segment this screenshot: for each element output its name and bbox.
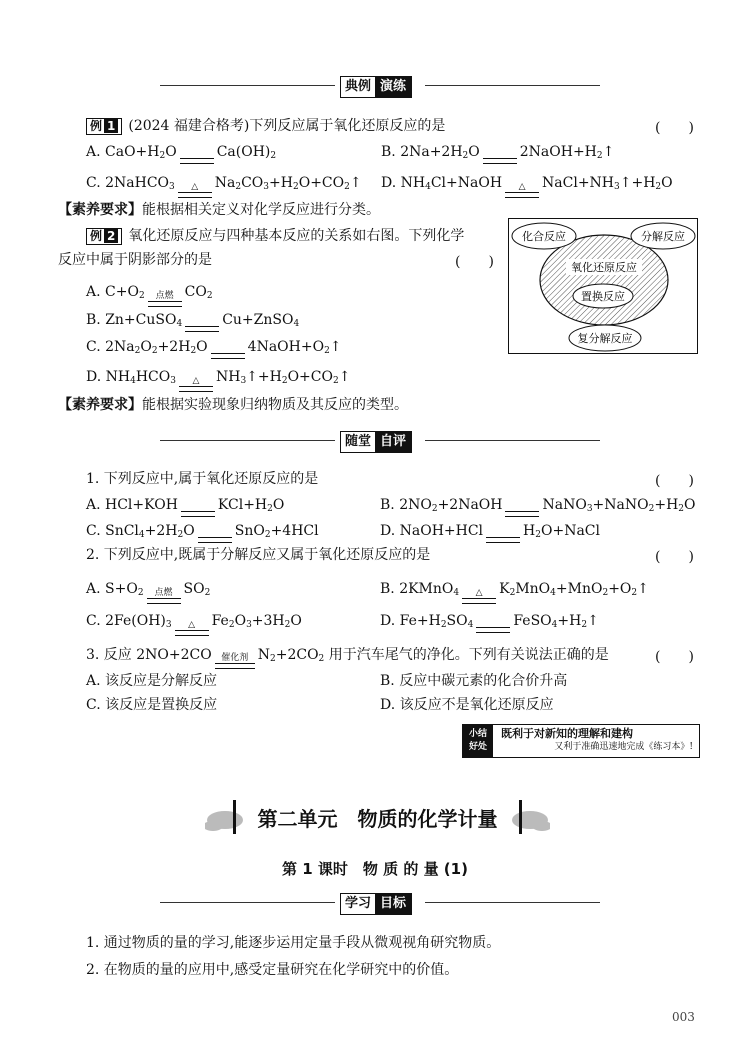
example-2-question: 例 2 氧化还原反应与四种基本反应的关系如右图。下列化学	[86, 227, 464, 245]
question-3-stem: 3. 反应 2NO+2CO 催化剂 $N_2+2CO_2$ 用于汽车尾气的净化。下列有关说法正确的是	[86, 646, 609, 669]
option-c: C. 2NaHCO$_3$ △ $Na_2CO_3+H_2O+CO_2↑$	[86, 174, 362, 198]
label-redox: 氧化还原反应	[571, 261, 637, 274]
option-a: A. $C+O_2$ 点燃 $CO_2$	[86, 283, 213, 307]
option-a: A. $CaO+H_2O$ $Ca(OH)_2$	[86, 143, 276, 164]
section-header-learning-goals	[160, 893, 600, 915]
answer-paren: ( )	[655, 649, 694, 665]
section-badge: 学习 目标	[340, 893, 412, 915]
option-b: B. 2KMnO$_4$ △ $K_2MnO_4+MnO_2+O_2↑$	[380, 580, 649, 604]
option-b: B. $2Na+2H_2O$ $2NaOH+H_2↑$	[381, 143, 614, 164]
section-header-examples	[160, 76, 600, 98]
option-d: D. $NH_4HCO_3$ △ $NH_3↑+H_2O+CO_2↑$	[86, 368, 350, 392]
label-combination: 化合反应	[522, 230, 566, 243]
learning-goal-1: 1. 通过物质的量的学习,能逐步运用定量手段从微观视角研究物质。	[86, 935, 501, 951]
example-tag: 例 2	[86, 228, 122, 245]
literacy-requirement: 【素养要求】能根据实验现象归纳物质及其反应的类型。	[58, 397, 408, 413]
summary-box	[462, 724, 700, 758]
summary-line-2: 又利于准确迅速地完成《练习本》!	[554, 742, 693, 752]
learning-goal-2: 2. 在物质的量的应用中,感受定量研究在化学研究中的价值。	[86, 962, 459, 978]
example-2-question-cont: 反应中属于阴影部分的是	[58, 252, 212, 268]
example-1-question: 例 1 (2024 福建合格考)下列反应属于氧化还原反应的是	[86, 117, 445, 135]
unit-title: 第二单元 物质的化学计量	[257, 807, 498, 831]
section-header-self-assessment	[160, 431, 600, 453]
option-b: B. Zn+CuSO$_4$ Cu+ZnSO$_4$	[86, 311, 299, 332]
answer-paren: ( )	[455, 254, 494, 270]
label-displacement: 置换反应	[581, 290, 625, 303]
option-c: C. $SnCl_4+2H_2O$ SnO$_2$+4HCl	[86, 522, 319, 543]
label-double-decomposition: 复分解反应	[577, 332, 633, 345]
question-2-stem: 2. 下列反应中,既属于分解反应又属于氧化还原反应的是	[86, 547, 431, 563]
section-badge: 随堂 自评	[340, 431, 412, 453]
answer-paren: ( )	[655, 549, 694, 565]
label-decomposition: 分解反应	[641, 230, 685, 243]
option-d: D. $NH_4Cl+NaOH$ △ $NaCl+NH_3↑+H_2O$	[381, 174, 673, 198]
question-1-stem: 1. 下列反应中,属于氧化还原反应的是	[86, 471, 319, 487]
answer-paren: ( )	[655, 473, 694, 489]
option-a: A. 该反应是分解反应	[86, 673, 218, 689]
section-badge: 典例 演练	[340, 76, 412, 98]
option-d: D. $Fe+H_2SO_4$ $FeSO_4+H_2↑$	[380, 612, 599, 633]
summary-tag: 小结 好处	[463, 725, 493, 757]
answer-paren: ( )	[655, 120, 694, 136]
page-number: 003	[672, 1010, 695, 1024]
summary-line-1: 既利于对新知的理解和建构	[501, 727, 633, 740]
reaction-relationship-diagram	[508, 218, 698, 354]
option-a: A. $S+O_2$ 点燃 $SO_2$	[86, 580, 210, 604]
option-c: C. $2Fe(OH)_3$ △ $Fe_2O_3+3H_2O$	[86, 612, 302, 636]
option-b: B. 反应中碳元素的化合价升高	[380, 673, 568, 689]
option-c: C. $2Na_2O_2+2H_2O$ $4NaOH+O_2↑$	[86, 338, 342, 359]
redox-ellipse	[540, 235, 668, 325]
example-tag: 例 1	[86, 118, 122, 135]
option-c: C. 该反应是置换反应	[86, 697, 218, 713]
option-d: D. NaOH+HCl $H_2O+NaCl$	[380, 522, 600, 543]
option-d: D. 该反应不是氧化还原反应	[380, 697, 554, 713]
lesson-title: 第 1 课时 物 质 的 量 (1)	[282, 860, 468, 878]
option-b: B. $2NO_2+2NaOH$ $NaNO_3+NaNO_2+H_2O$	[380, 496, 696, 517]
option-a: A. HCl+KOH $KCl+H_2O$	[86, 496, 284, 517]
literacy-requirement: 【素养要求】能根据相关定义对化学反应进行分类。	[58, 202, 380, 218]
